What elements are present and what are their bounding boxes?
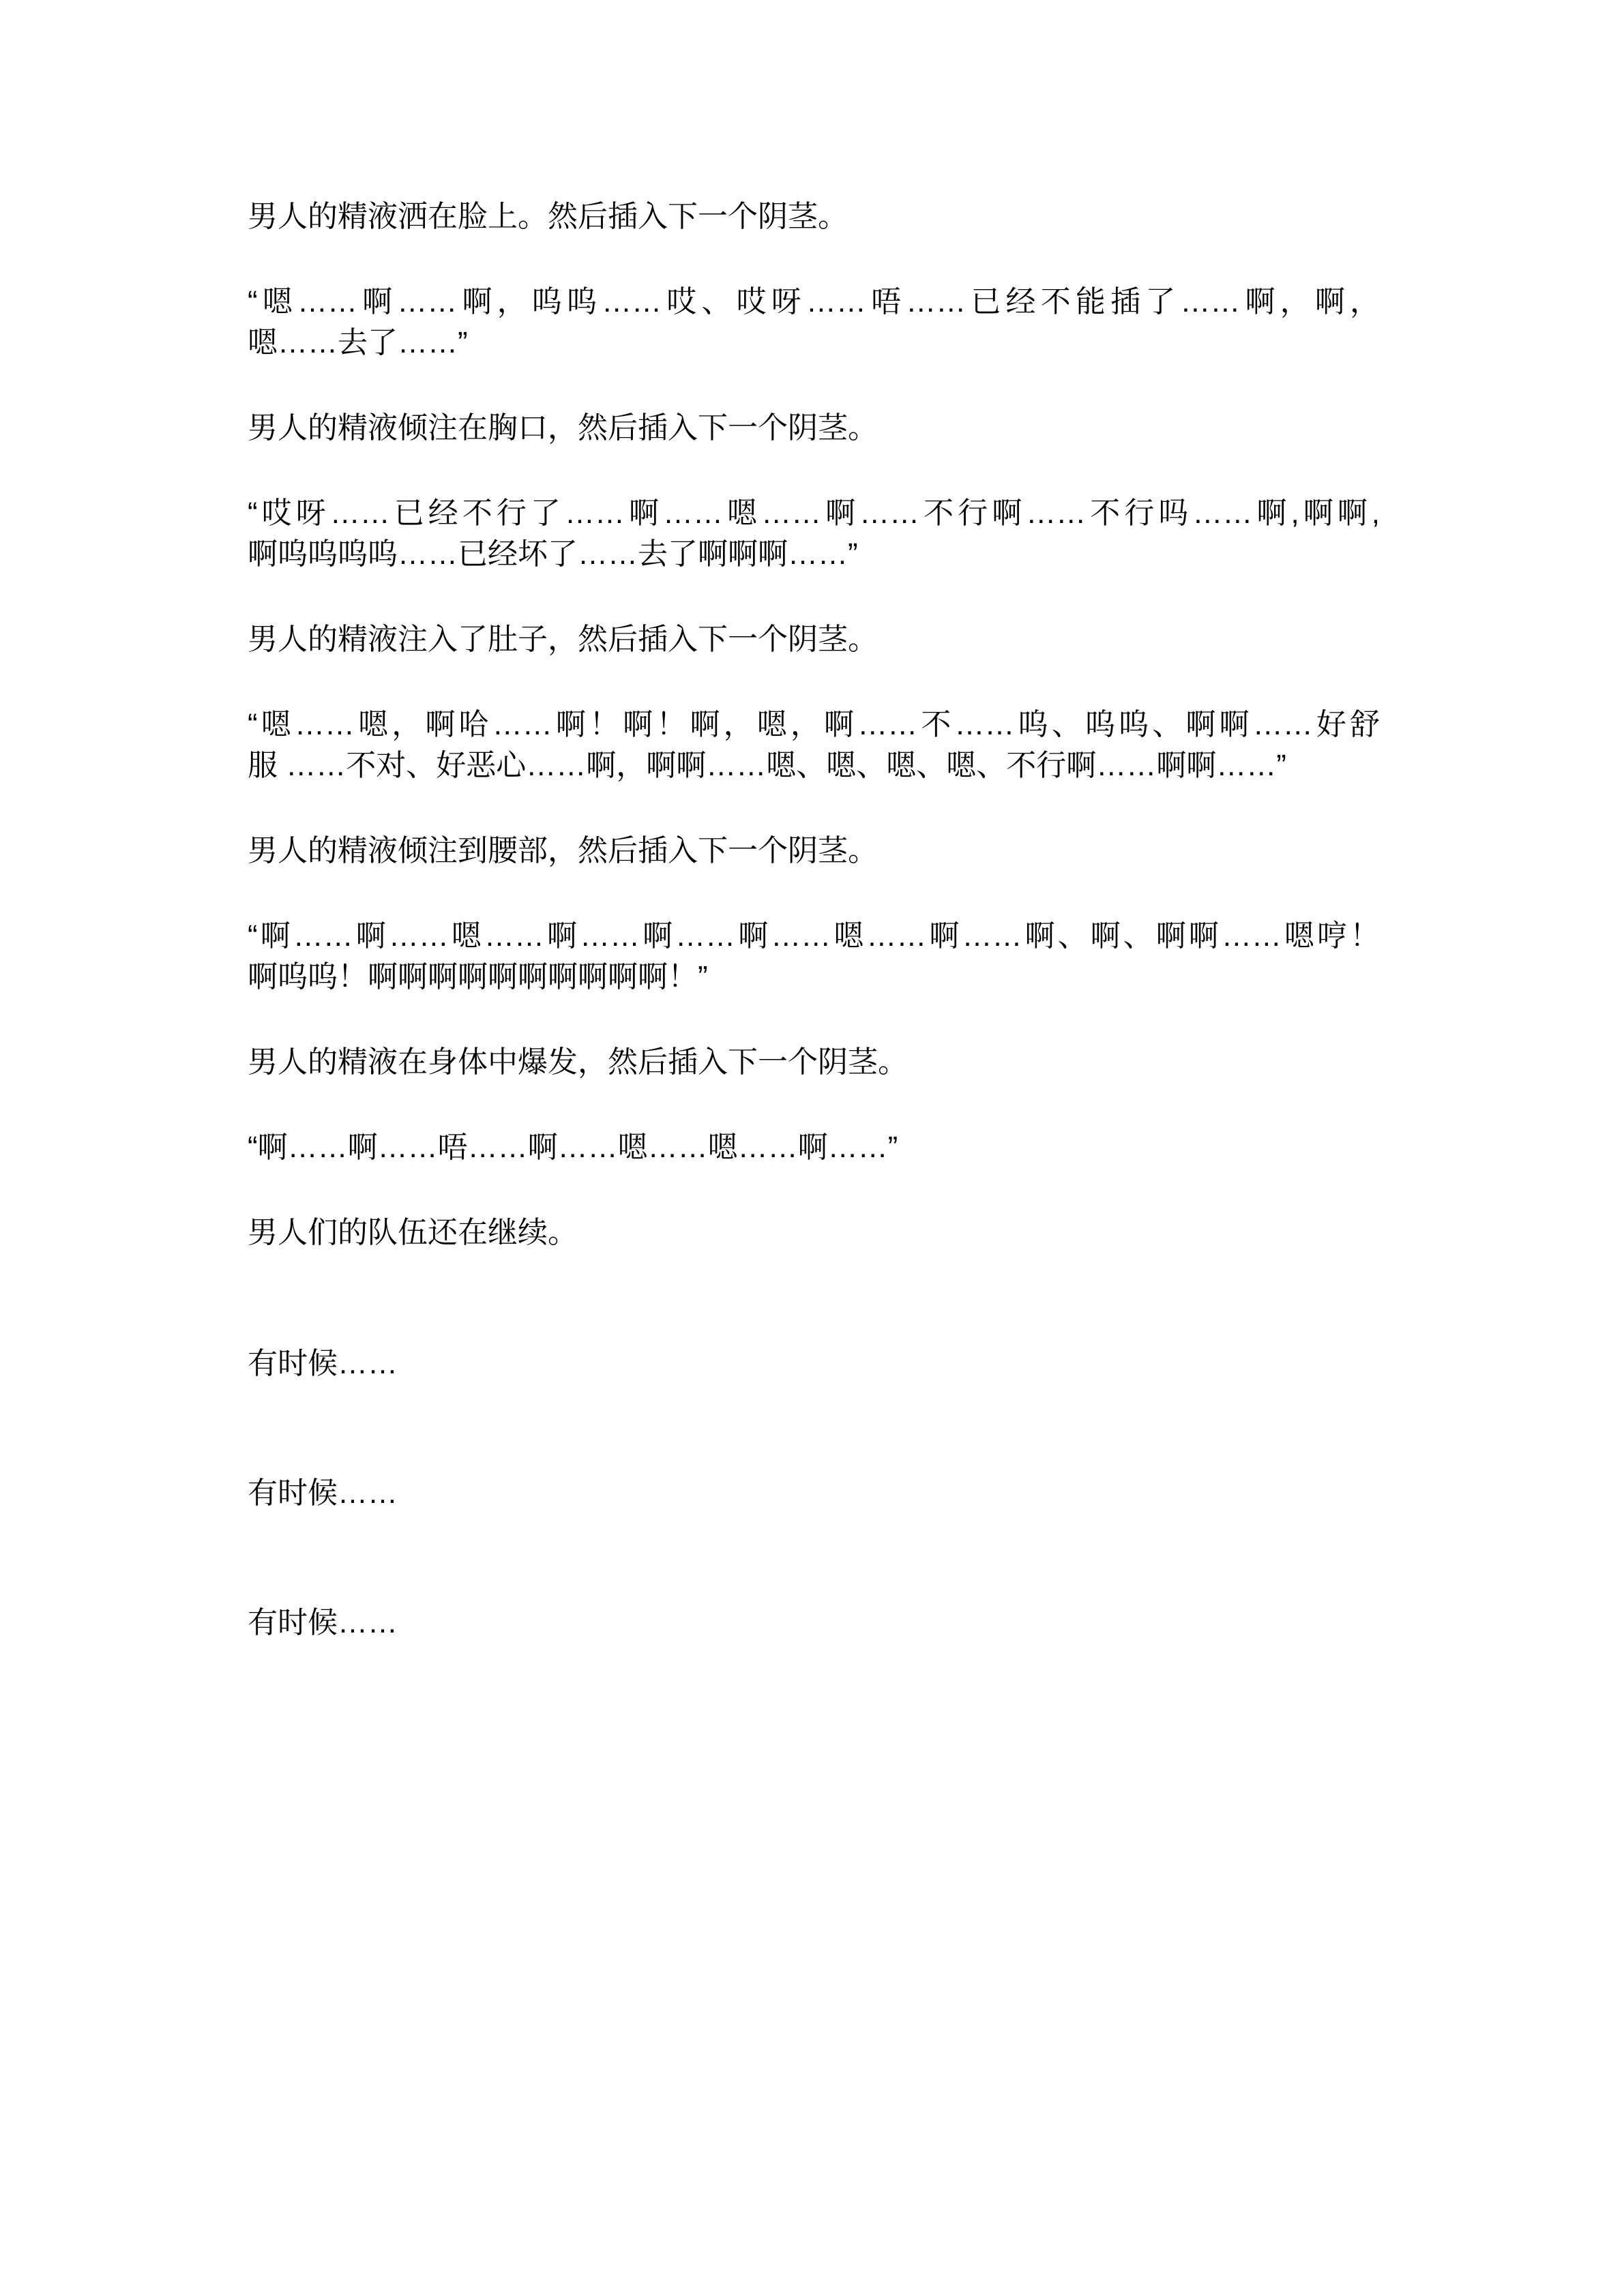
dialogue-paragraph-2 bbox=[248, 493, 1380, 575]
narrative-line: 有时候…… bbox=[248, 1476, 398, 1510]
narrative-line: 男人们的队伍还在继续。 bbox=[248, 1216, 578, 1249]
narrative-line: 有时候…… bbox=[248, 1606, 398, 1639]
dialogue-line: 嗯……去了……” bbox=[248, 326, 468, 359]
narrative-line: 男人的精液洒在脸上。然后插入下一个阴茎。 bbox=[248, 200, 848, 233]
dialogue-paragraph-4 bbox=[248, 916, 1380, 998]
dialogue-line: 啊呜呜！啊啊啊啊啊啊啊啊啊啊！” bbox=[248, 960, 708, 994]
dialogue-paragraph-5 bbox=[248, 1127, 1380, 1168]
dialogue-line: “嗯……啊……啊，呜呜……哎、哎呀……唔……已经不能插了……啊，啊， bbox=[248, 285, 1380, 318]
narrative-paragraph-8 bbox=[248, 1473, 1380, 1514]
narrative-paragraph-7 bbox=[248, 1343, 1380, 1384]
narrative-paragraph-2 bbox=[248, 408, 1380, 449]
narrative-paragraph-5 bbox=[248, 1042, 1380, 1083]
dialogue-line: “啊……啊……嗯……啊……啊……啊……嗯……啊……啊、啊、啊啊……嗯哼！ bbox=[248, 919, 1380, 953]
dialogue-paragraph-1 bbox=[248, 282, 1380, 363]
narrative-paragraph-3 bbox=[248, 619, 1380, 660]
dialogue-line: 服 ……不对、好恶心……啊，啊啊……嗯、嗯、嗯、嗯、不行啊……啊啊……” bbox=[248, 749, 1286, 782]
dialogue-line: “哎呀……已经不行了……啊……嗯……啊……不行啊……不行吗……啊,啊啊, bbox=[248, 496, 1380, 530]
narrative-paragraph-6 bbox=[248, 1212, 1380, 1253]
narrative-line: 有时候…… bbox=[248, 1347, 398, 1380]
narrative-paragraph-1 bbox=[248, 196, 1380, 237]
document-text-body bbox=[248, 196, 1380, 1688]
narrative-paragraph-9 bbox=[248, 1602, 1380, 1643]
dialogue-line: 啊呜呜呜呜……已经坏了……去了啊啊啊……” bbox=[248, 537, 858, 571]
dialogue-line: “嗯……嗯，啊哈……啊！啊！啊，嗯，啊……不……呜、呜呜、啊啊……好舒 bbox=[248, 708, 1380, 741]
narrative-line: 男人的精液注入了肚子，然后插入下一个阴茎。 bbox=[248, 623, 878, 656]
dialogue-line: “啊……啊……唔……啊……嗯……嗯……啊……” bbox=[248, 1131, 898, 1164]
narrative-line: 男人的精液在身体中爆发，然后插入下一个阴茎。 bbox=[248, 1045, 908, 1079]
narrative-line: 男人的精液倾注到腰部，然后插入下一个阴茎。 bbox=[248, 834, 878, 867]
narrative-line: 男人的精液倾注在胸口，然后插入下一个阴茎。 bbox=[248, 411, 878, 445]
dialogue-paragraph-3 bbox=[248, 704, 1380, 786]
narrative-paragraph-4 bbox=[248, 831, 1380, 871]
